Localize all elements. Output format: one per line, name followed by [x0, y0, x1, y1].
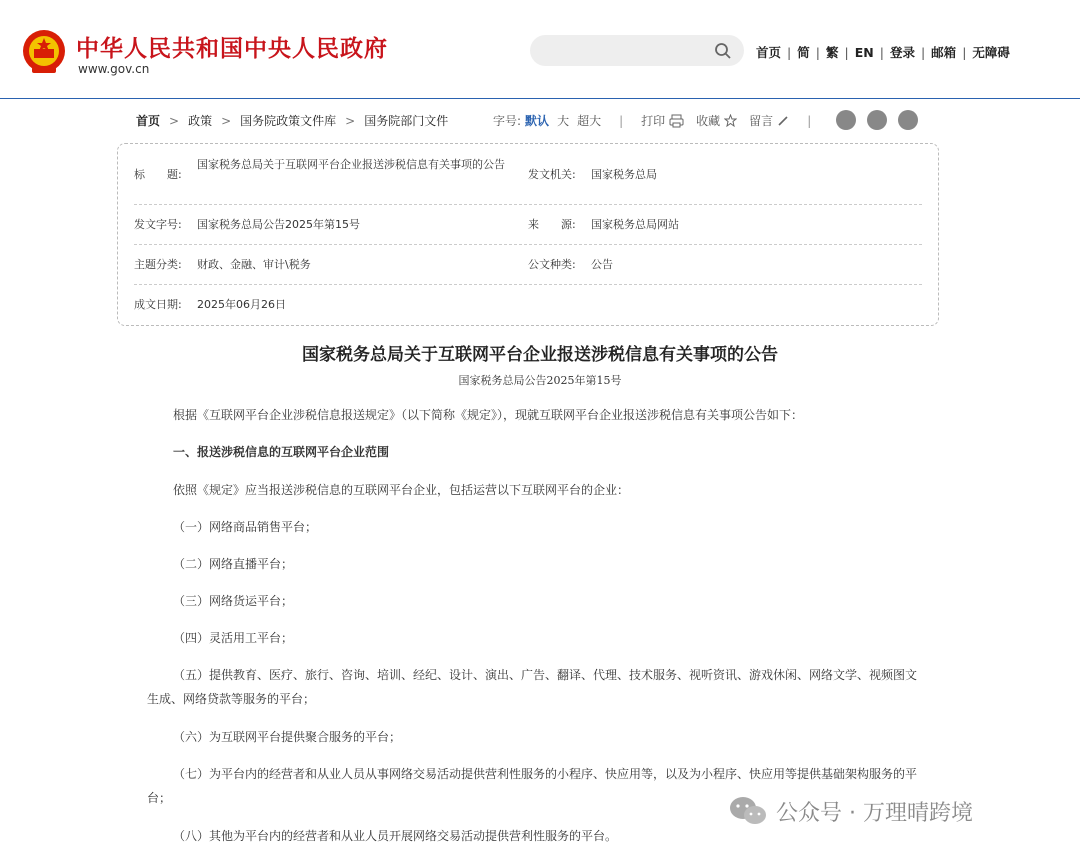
- breadcrumb-library[interactable]: 国务院政策文件库: [240, 114, 337, 128]
- font-size-large[interactable]: 大: [557, 114, 570, 128]
- meta-row: [134, 204, 922, 245]
- pencil-icon: [777, 115, 789, 127]
- wechat-watermark: [728, 795, 973, 827]
- document-number: 国家税务总局公告2025年第15号: [458, 374, 622, 387]
- nav-english[interactable]: EN: [854, 45, 874, 60]
- section-heading: 一、报送涉税信息的互联网平台企业范围: [173, 445, 390, 459]
- paragraph: 根据《互联网平台企业涉税信息报送规定》（以下简称《规定》），现就互联网平台企业报送涉税信息有关事项公告如下：: [173, 408, 804, 422]
- list-item: （五）提供教育、医疗、旅行、咨询、培训、经纪、设计、演出、广告、翻译、代理、技术服务、视听资讯、游戏休闲、网络文学、视频图文生成、网络贷款等服务的平台；: [147, 668, 918, 706]
- meta-docno-label: 发文字号:: [134, 218, 182, 231]
- meta-topic-value: 财政、金融、审计\税务: [197, 258, 311, 271]
- document-metadata: [117, 143, 939, 326]
- meta-type-label: 公文种类:: [528, 258, 576, 271]
- meta-topic-label: 主题分类:: [134, 258, 182, 271]
- top-nav: 首页 | 简 | 繁 | EN | 登录 | 邮箱 | 无障碍: [756, 45, 1010, 60]
- meta-date-label: 成文日期:: [134, 298, 182, 311]
- favorite-button[interactable]: 收藏: [696, 112, 737, 129]
- font-size-label: 字号:: [493, 114, 522, 128]
- star-icon: [724, 114, 737, 127]
- wechat-icon: [728, 795, 768, 827]
- site-header: [0, 0, 1080, 99]
- printer-icon: [669, 114, 684, 128]
- article-toolbar: 字号: 默认 大 超大 | 打印 收藏 留言 |: [493, 113, 812, 128]
- meta-issuer-label: 发文机关:: [528, 168, 576, 181]
- list-item: （二）网络直播平台；: [173, 557, 294, 571]
- breadcrumb-policy[interactable]: 政策: [188, 114, 213, 128]
- qzone-share-icon[interactable]: [898, 110, 918, 130]
- list-item: （七）为平台内的经营者和从业人员从事网络交易活动提供营利性服务的小程序、快应用等，以及为小程序、快应用等提供基础架构服务的平台；: [147, 767, 918, 805]
- print-button[interactable]: 打印: [641, 112, 684, 129]
- nav-traditional[interactable]: 繁: [825, 45, 839, 60]
- meta-source-value: 国家税务总局网站: [591, 218, 679, 231]
- comment-button[interactable]: 留言: [749, 112, 789, 129]
- paragraph: 依照《规定》应当报送涉税信息的互联网平台企业，包括运营以下互联网平台的企业：: [173, 483, 630, 497]
- meta-date-value: 2025年06月26日: [197, 298, 286, 311]
- national-emblem-icon[interactable]: [22, 29, 66, 75]
- breadcrumb-home[interactable]: 首页: [136, 114, 161, 128]
- nav-login[interactable]: 登录: [889, 45, 915, 60]
- nav-accessibility[interactable]: 无障碍: [972, 45, 1010, 60]
- list-item: （三）网络货运平台；: [173, 594, 294, 608]
- chevron-right-icon: >: [221, 114, 232, 128]
- meta-source-label: 来 源:: [528, 218, 576, 231]
- nav-home[interactable]: 首页: [756, 45, 782, 60]
- search-icon[interactable]: [714, 42, 732, 60]
- document-title: 国家税务总局关于互联网平台企业报送涉税信息有关事项的公告: [302, 345, 778, 365]
- list-item: （四）灵活用工平台；: [173, 631, 294, 645]
- list-item: （一）网络商品销售平台；: [173, 520, 318, 534]
- meta-row: [134, 244, 922, 285]
- font-size-xlarge[interactable]: 超大: [577, 114, 602, 128]
- meta-row: [134, 144, 922, 205]
- chevron-right-icon: >: [345, 114, 356, 128]
- site-url: www.gov.cn: [78, 62, 150, 76]
- watermark-text: 公众号 · 万理晴跨境: [776, 800, 973, 826]
- chevron-right-icon: >: [169, 114, 180, 128]
- list-item: （六）为互联网平台提供聚合服务的平台；: [173, 730, 402, 744]
- site-name[interactable]: 中华人民共和国中央人民政府: [76, 35, 388, 62]
- breadcrumb: [136, 112, 448, 129]
- meta-title-value: 国家税务总局关于互联网平台企业报送涉税信息有关事项的公告: [197, 158, 505, 171]
- breadcrumb-dept-docs[interactable]: 国务院部门文件: [364, 114, 449, 128]
- weibo-share-icon[interactable]: [836, 110, 856, 130]
- nav-simplified[interactable]: 简: [797, 45, 810, 60]
- nav-mail[interactable]: 邮箱: [931, 45, 957, 60]
- wechat-share-icon[interactable]: [867, 110, 887, 130]
- font-size-default[interactable]: 默认: [525, 114, 550, 128]
- list-item: （八）其他为平台内的经营者和从业人员开展网络交易活动提供营利性服务的平台。: [173, 829, 618, 843]
- meta-issuer-value: 国家税务总局: [591, 168, 657, 181]
- meta-type-value: 公告: [591, 258, 613, 271]
- meta-title-label: 标 题:: [134, 168, 182, 181]
- search-input[interactable]: [530, 35, 744, 66]
- meta-row: [134, 284, 922, 324]
- meta-docno-value: 国家税务总局公告2025年第15号: [197, 218, 360, 231]
